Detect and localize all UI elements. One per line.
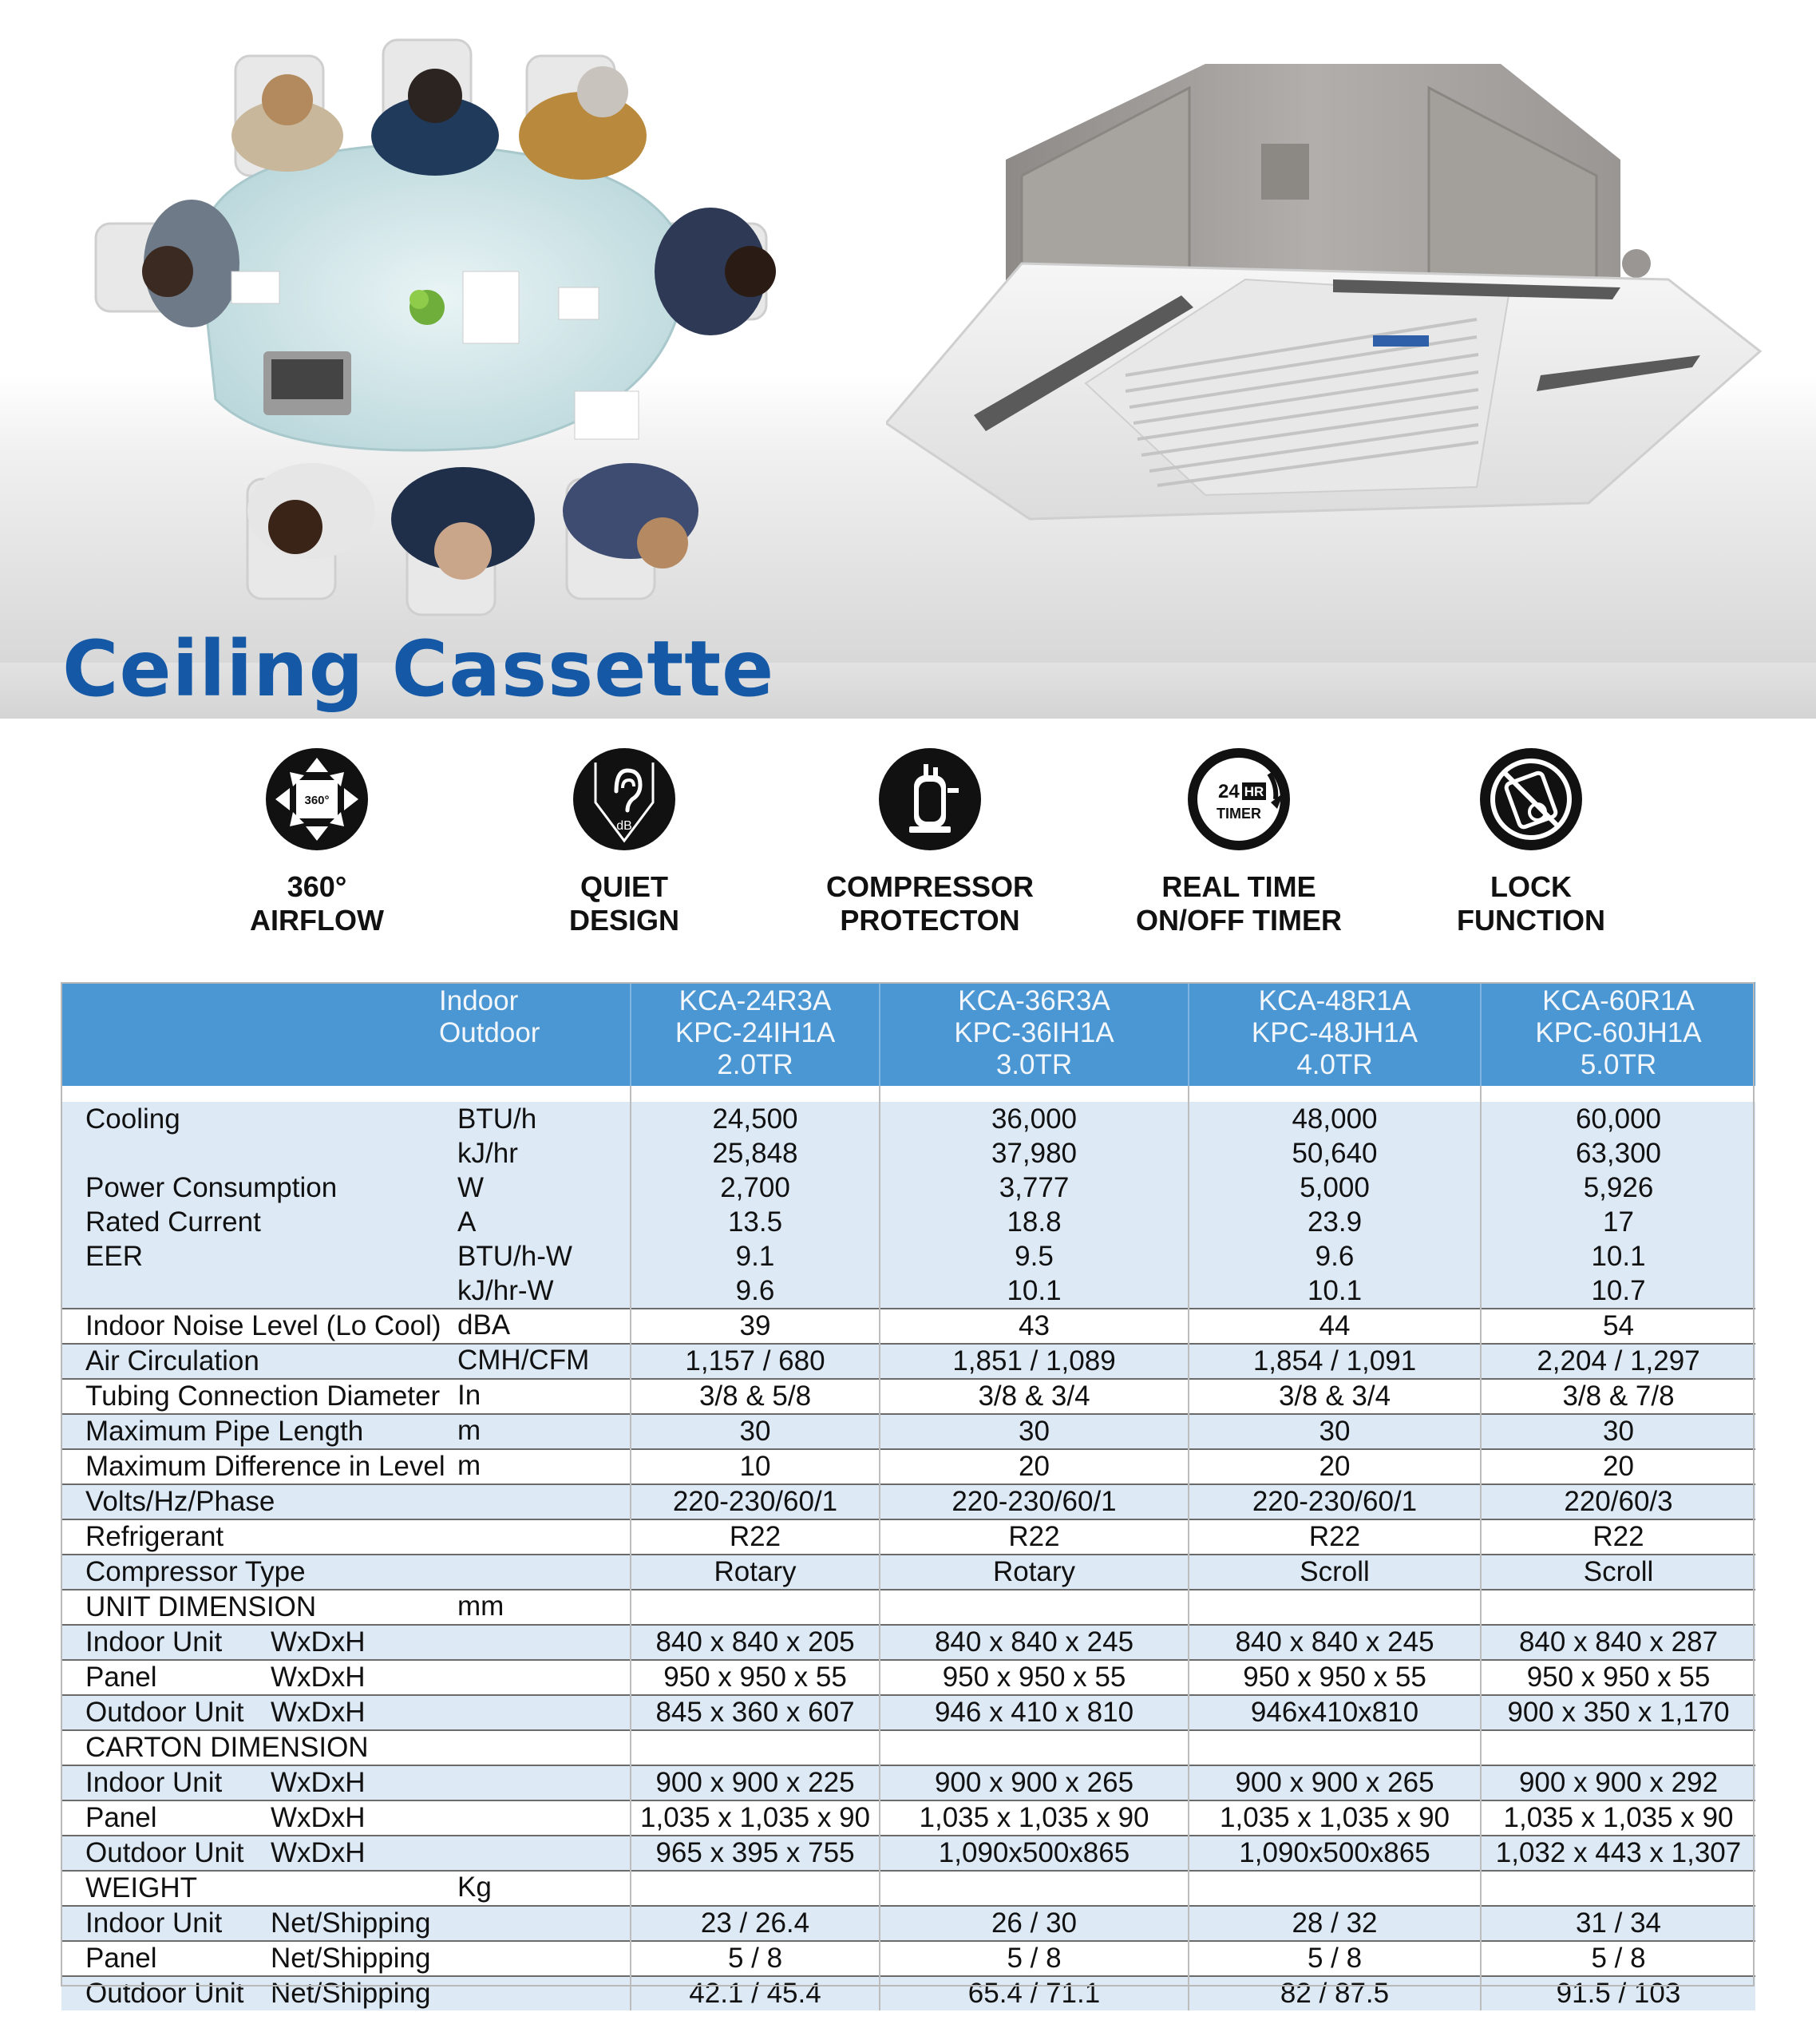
- value-cell: 10: [631, 1449, 880, 1484]
- value-cell: 220-230/60/1: [1189, 1484, 1481, 1519]
- row-label: UNIT DIMENSION: [85, 1591, 317, 1622]
- row-sublabel: WxDxH: [271, 1626, 366, 1658]
- row-unit: Kg: [457, 1872, 492, 1903]
- value-cell: 1,851 / 1,089: [880, 1344, 1189, 1379]
- row-label-cell: [61, 1695, 631, 1730]
- value-cell: 3/8 & 5/8: [631, 1379, 880, 1414]
- row-sublabel: WxDxH: [271, 1837, 366, 1868]
- value-cell: 845 x 360 x 607: [631, 1695, 880, 1730]
- row-label-cell: [61, 1344, 631, 1379]
- row-unit: m: [457, 1415, 481, 1446]
- value-cell: [1189, 1730, 1481, 1765]
- row-sublabel: WxDxH: [271, 1662, 366, 1693]
- page-title: Ceiling Cassette: [62, 624, 775, 714]
- value-cell: 1,035 x 1,035 x 90: [631, 1800, 880, 1836]
- value-cell: 2,204 / 1,297: [1481, 1344, 1755, 1379]
- table-row: [61, 1695, 1755, 1730]
- row-label-cell: [61, 1976, 631, 2010]
- spec-rows: [61, 1309, 1755, 2010]
- row-unit: CMH/CFM: [457, 1345, 590, 1376]
- value-cell: 1,157 / 680: [631, 1344, 880, 1379]
- value-cell: 840 x 840 x 245: [880, 1625, 1189, 1660]
- performance-labels: Cooling Power Consumption Rated Current EER BTU/h kJ/hr W A BTU/h-W kJ/hr-W: [61, 1102, 631, 1309]
- table-row: [61, 1800, 1755, 1836]
- value-cell: 840 x 840 x 205: [631, 1625, 880, 1660]
- timer-24hr-icon: [1186, 747, 1292, 852]
- value-cell: [880, 1871, 1189, 1906]
- feature-label: QUIET DESIGN: [568, 870, 680, 937]
- value-cell: 1,090x500x865: [880, 1836, 1189, 1871]
- row-label-cell: [61, 1309, 631, 1344]
- value-cell: 44: [1189, 1309, 1481, 1344]
- table-row: [61, 1660, 1755, 1695]
- table-row: [61, 1871, 1755, 1906]
- value-cell: 946 x 410 x 810: [880, 1695, 1189, 1730]
- row-label: Indoor Noise Level (Lo Cool): [85, 1310, 441, 1341]
- value-cell: 220/60/3: [1481, 1484, 1755, 1519]
- value-cell: 5 / 8: [880, 1941, 1189, 1976]
- row-label: Panel: [85, 1662, 157, 1693]
- table-row: [61, 1344, 1755, 1379]
- feature-label: REAL TIME ON/OFF TIMER: [1136, 870, 1342, 937]
- row-label: Outdoor Unit: [85, 1697, 244, 1728]
- value-cell: 3/8 & 3/4: [1189, 1379, 1481, 1414]
- value-cell: 20: [1189, 1449, 1481, 1484]
- value-cell: 5 / 8: [631, 1941, 880, 1976]
- row-label: Panel: [85, 1802, 157, 1833]
- value-cell: 26 / 30: [880, 1906, 1189, 1941]
- value-cell: 3/8 & 3/4: [880, 1379, 1189, 1414]
- row-label: Outdoor Unit: [85, 1837, 244, 1868]
- performance-values: 48,000 50,640 5,000 23.9 9.6 10.1: [1189, 1102, 1481, 1309]
- spec-table-container: [61, 982, 1755, 2010]
- value-cell: 91.5 / 103: [1481, 1976, 1755, 2010]
- value-cell: 1,032 x 443 x 1,307: [1481, 1836, 1755, 1871]
- row-label: Indoor Unit: [85, 1767, 223, 1798]
- model-header: KCA-36R3A KPC-36IH1A 3.0TR: [880, 982, 1189, 1086]
- value-cell: 900 x 900 x 292: [1481, 1765, 1755, 1800]
- value-cell: 965 x 395 x 755: [631, 1836, 880, 1871]
- model-header: KCA-60R1A KPC-60JH1A 5.0TR: [1481, 982, 1755, 1086]
- value-cell: [1481, 1871, 1755, 1906]
- value-cell: [1481, 1590, 1755, 1625]
- value-cell: [880, 1590, 1189, 1625]
- row-label-cell: [61, 1906, 631, 1941]
- value-cell: [1481, 1730, 1755, 1765]
- hero-banner: [0, 0, 1816, 719]
- row-sublabel: Net/Shipping: [271, 1943, 431, 1974]
- value-cell: 950 x 950 x 55: [880, 1660, 1189, 1695]
- feature-quiet-design: [481, 747, 768, 937]
- row-label-cell: [61, 1519, 631, 1555]
- value-cell: [1189, 1871, 1481, 1906]
- value-cell: 30: [880, 1414, 1189, 1449]
- value-cell: 5 / 8: [1481, 1941, 1755, 1976]
- spec-table: [61, 982, 1755, 2010]
- row-label: Outdoor Unit: [85, 1978, 244, 2009]
- svg-text:TIMER: TIMER: [1217, 806, 1261, 822]
- value-cell: 82 / 87.5: [1189, 1976, 1481, 2010]
- meeting-table-photo: [80, 32, 782, 639]
- row-label-cell: [61, 1414, 631, 1449]
- row-label: Indoor Unit: [85, 1907, 223, 1939]
- table-header-row: [61, 982, 1755, 1086]
- model-header: KCA-48R1A KPC-48JH1A 4.0TR: [1189, 982, 1481, 1086]
- lock-icon: [1478, 747, 1584, 852]
- value-cell: [880, 1730, 1189, 1765]
- row-sublabel: WxDxH: [271, 1802, 366, 1833]
- value-cell: 900 x 350 x 1,170: [1481, 1695, 1755, 1730]
- row-label-cell: [61, 1660, 631, 1695]
- value-cell: 950 x 950 x 55: [631, 1660, 880, 1695]
- value-cell: 900 x 900 x 225: [631, 1765, 880, 1800]
- value-cell: 65.4 / 71.1: [880, 1976, 1189, 2010]
- value-cell: 42.1 / 45.4: [631, 1976, 880, 2010]
- row-sublabel: Net/Shipping: [271, 1978, 431, 2009]
- row-label: Volts/Hz/Phase: [85, 1486, 275, 1517]
- value-cell: R22: [880, 1519, 1189, 1555]
- row-label-cell: [61, 1625, 631, 1660]
- feature-label: LOCK FUNCTION: [1457, 870, 1605, 937]
- value-cell: 950 x 950 x 55: [1189, 1660, 1481, 1695]
- row-label: Panel: [85, 1943, 157, 1974]
- performance-values: 24,500 25,848 2,700 13.5 9.1 9.6: [631, 1102, 880, 1309]
- ceiling-cassette-unit-image: [886, 40, 1764, 535]
- feature-real-time-timer: [1095, 747, 1383, 937]
- row-unit: m: [457, 1450, 481, 1481]
- row-sublabel: WxDxH: [271, 1697, 366, 1728]
- performance-block-row: [61, 1102, 1755, 1309]
- svg-text:HR: HR: [1244, 784, 1264, 799]
- value-cell: R22: [1481, 1519, 1755, 1555]
- model-header: KCA-24R3A KPC-24IH1A 2.0TR: [631, 982, 880, 1086]
- row-label-cell: [61, 1941, 631, 1976]
- row-label-cell: [61, 1765, 631, 1800]
- table-row: [61, 1484, 1755, 1519]
- value-cell: 23 / 26.4: [631, 1906, 880, 1941]
- feature-label: COMPRESSOR PROTECTON: [825, 870, 1035, 937]
- value-cell: 946x410x810: [1189, 1695, 1481, 1730]
- value-cell: 28 / 32: [1189, 1906, 1481, 1941]
- value-cell: 1,854 / 1,091: [1189, 1344, 1481, 1379]
- table-row: [61, 1836, 1755, 1871]
- svg-text:dB: dB: [616, 819, 632, 833]
- value-cell: 840 x 840 x 245: [1189, 1625, 1481, 1660]
- table-row: [61, 1449, 1755, 1484]
- row-label: Indoor Unit: [85, 1626, 223, 1658]
- row-unit: dBA: [457, 1309, 511, 1341]
- table-row: [61, 1976, 1755, 2010]
- row-label-cell: [61, 1800, 631, 1836]
- row-label: Air Circulation: [85, 1345, 259, 1377]
- value-cell: 1,035 x 1,035 x 90: [880, 1800, 1189, 1836]
- indoor-outdoor-header: Indoor Outdoor: [61, 982, 631, 1086]
- feature-label: 360° AIRFLOW: [250, 870, 384, 937]
- table-row: [61, 1941, 1755, 1976]
- value-cell: 20: [880, 1449, 1189, 1484]
- value-cell: 220-230/60/1: [631, 1484, 880, 1519]
- value-cell: 5 / 8: [1189, 1941, 1481, 1976]
- row-sublabel: Net/Shipping: [271, 1907, 431, 1939]
- value-cell: [631, 1730, 880, 1765]
- row-label-cell: [61, 1836, 631, 1871]
- value-cell: Rotary: [880, 1555, 1189, 1590]
- table-row: [61, 1765, 1755, 1800]
- row-label-cell: [61, 1379, 631, 1414]
- value-cell: 900 x 900 x 265: [880, 1765, 1189, 1800]
- row-label-cell: [61, 1730, 631, 1765]
- table-row: [61, 1309, 1755, 1344]
- value-cell: [631, 1871, 880, 1906]
- table-row: [61, 1519, 1755, 1555]
- value-cell: 54: [1481, 1309, 1755, 1344]
- feature-compressor-protection: [786, 747, 1074, 937]
- table-row: [61, 1625, 1755, 1660]
- row-label: Maximum Difference in Level: [85, 1451, 445, 1482]
- value-cell: 30: [1481, 1414, 1755, 1449]
- value-cell: 31 / 34: [1481, 1906, 1755, 1941]
- value-cell: Scroll: [1189, 1555, 1481, 1590]
- value-cell: Rotary: [631, 1555, 880, 1590]
- value-cell: 950 x 950 x 55: [1481, 1660, 1755, 1695]
- table-row: [61, 1379, 1755, 1414]
- value-cell: [1189, 1590, 1481, 1625]
- performance-values: 36,000 37,980 3,777 18.8 9.5 10.1: [880, 1102, 1189, 1309]
- table-row: [61, 1906, 1755, 1941]
- value-cell: 30: [1189, 1414, 1481, 1449]
- value-cell: 39: [631, 1309, 880, 1344]
- row-label-cell: [61, 1449, 631, 1484]
- feature-lock-function: [1387, 747, 1675, 937]
- row-label: WEIGHT: [85, 1872, 197, 1903]
- row-label-cell: [61, 1590, 631, 1625]
- table-spacer-row: [61, 1086, 1755, 1102]
- compressor-icon: [877, 747, 983, 852]
- table-row: [61, 1590, 1755, 1625]
- value-cell: R22: [1189, 1519, 1481, 1555]
- table-row: [61, 1414, 1755, 1449]
- value-cell: R22: [631, 1519, 880, 1555]
- value-cell: 1,035 x 1,035 x 90: [1481, 1800, 1755, 1836]
- value-cell: 220-230/60/1: [880, 1484, 1189, 1519]
- value-cell: 43: [880, 1309, 1189, 1344]
- svg-text:360°: 360°: [304, 794, 330, 807]
- row-label: CARTON DIMENSION: [85, 1732, 369, 1763]
- row-label-cell: [61, 1484, 631, 1519]
- svg-text:24: 24: [1218, 781, 1240, 802]
- row-label-cell: [61, 1555, 631, 1590]
- row-label-cell: [61, 1871, 631, 1906]
- table-row: [61, 1730, 1755, 1765]
- value-cell: Scroll: [1481, 1555, 1755, 1590]
- row-sublabel: WxDxH: [271, 1767, 366, 1798]
- row-label: Tubing Connection Diameter: [85, 1380, 441, 1412]
- airflow-360-icon: [264, 747, 370, 852]
- row-label: Refrigerant: [85, 1521, 224, 1552]
- row-unit: In: [457, 1380, 481, 1411]
- table-row: [61, 1555, 1755, 1590]
- value-cell: 20: [1481, 1449, 1755, 1484]
- value-cell: 1,090x500x865: [1189, 1836, 1481, 1871]
- row-label: Compressor Type: [85, 1556, 306, 1587]
- feature-360-airflow: [173, 747, 461, 937]
- value-cell: 1,035 x 1,035 x 90: [1189, 1800, 1481, 1836]
- value-cell: 840 x 840 x 287: [1481, 1625, 1755, 1660]
- value-cell: [631, 1590, 880, 1625]
- value-cell: 30: [631, 1414, 880, 1449]
- value-cell: 3/8 & 7/8: [1481, 1379, 1755, 1414]
- quiet-ear-icon: [572, 747, 677, 852]
- value-cell: 900 x 900 x 265: [1189, 1765, 1481, 1800]
- row-unit: mm: [457, 1590, 504, 1622]
- row-label: Maximum Pipe Length: [85, 1416, 364, 1447]
- performance-values: 60,000 63,300 5,926 17 10.1 10.7: [1481, 1102, 1755, 1309]
